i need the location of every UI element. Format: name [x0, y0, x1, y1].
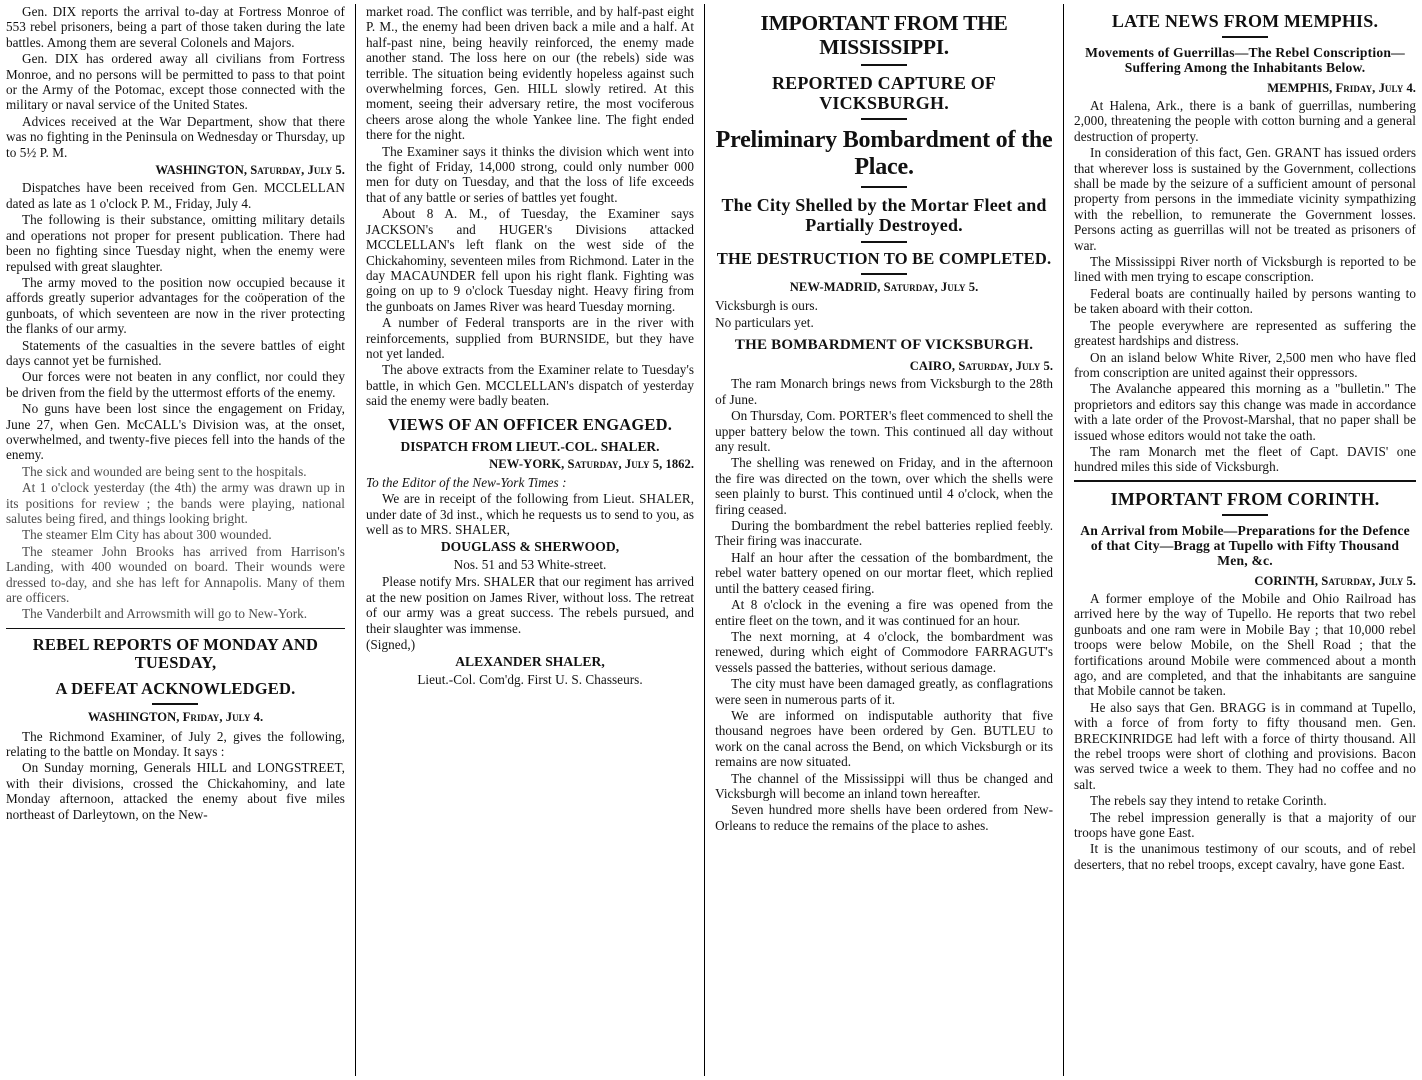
column-1	[6, 4, 355, 1076]
paragraph: Vicksburgh is ours.	[715, 298, 818, 314]
paragraph: The army moved to the position now occupied because it affords greatly superior advantages for the coöperation of the gunboats, of which seventeen are now in the river protecting the flanks of our army.	[6, 274, 345, 337]
dateline: MEMPHIS, Friday, July 4.	[1267, 80, 1416, 95]
paragraph: The ram Monarch brings news from Vicksburgh to the 28th of June.	[715, 376, 1054, 407]
section-subheadline: DISPATCH FROM LIEUT.-COL. SHALER.	[400, 439, 660, 455]
paragraph: The Avalanche appeared this morning as a "bulletin." The proprietors and editors say this change was made in accordance with a late order of the Provost-Marshal, that no paper shall be issued whose editors would not take the oath.	[1074, 381, 1416, 443]
paragraph: Half an hour after the cessation of the bombardment, the rebel water battery opened on our mortar fleet, which replied until the battery ceased firing.	[715, 549, 1054, 596]
paragraph: On an island below White River, 2,500 men who have fled from conscription are united against their oppressors.	[1074, 349, 1416, 380]
divider-short	[861, 118, 907, 120]
paragraph: At 1 o'clock yesterday (the 4th) the army was drawn up in its positions for review ; the bands were playing, national salutes being fired, and things looking bright.	[6, 480, 345, 526]
dateline: CORINTH, Saturday, July 5.	[1254, 573, 1416, 588]
divider-short	[861, 64, 907, 66]
headline-5: THE DESTRUCTION TO BE COMPLETED.	[716, 248, 1052, 268]
headline-3: Preliminary Bombardment of the Place.	[715, 127, 1053, 181]
headline-2: REPORTED CAPTURE OF VICKSBURGH.	[771, 73, 997, 114]
paragraph: In consideration of this fact, Gen. GRANT has issued orders that wherever loss is sustained by the Government, collections shall be made by the seizure of a sufficient amount of personal property from persons in the immediate vicinity sympathizing with the rebellion, to remunerate the Government losses. Persons acting as guerrillas will not be treated as prisoners of war.	[1074, 145, 1416, 253]
paragraph: The Richmond Examiner, of July 2, gives the following, relating to the battle on Monday. It says :	[6, 728, 345, 760]
headline-2: IMPORTANT FROM CORINTH.	[1110, 488, 1380, 509]
divider	[6, 628, 345, 629]
paragraph: Dispatches have been received from Gen. MCCLELLAN dated as late as 1 o'clock P. M., Friday, July 4.	[6, 180, 345, 211]
paragraph: The rebel impression generally is that a majority of our troops have gone East.	[1074, 809, 1416, 841]
divider-short	[861, 241, 907, 243]
paragraph: The ram Monarch met the fleet of Capt. DAVIS' one hundred miles this side of Vicksburgh.	[1074, 443, 1416, 475]
headline-4: The City Shelled by the Mortar Fleet and Partially Destroyed.	[721, 195, 1047, 236]
paragraph: A former employe of the Mobile and Ohio Railroad has arrived here by the way of Tupello. He reports that two rebel gunboats and one ram were in Mobile Bay ; that 10,000 rebel troops were below Mobile, on the Shell Road ; that the fortifications around Mobile were commenced about a month ago, and are completed, and that the inhabitants are sanguine that Mobile cannot be taken.	[1074, 590, 1416, 699]
column-2	[355, 4, 704, 1076]
paragraph: The steamer Elm City has about 300 wounded.	[22, 527, 272, 543]
paragraph: Advices received at the War Department, show that there was no fighting in the Peninsula on Wednesday or Thursday, up to 5½ P. M.	[6, 113, 345, 160]
paragraph: Our forces were not beaten in any conflict, nor could they be driven from the field by the uttermost efforts of the enemy.	[6, 369, 345, 400]
paragraph: We are informed on indisputable authority that five thousand negroes have been ordered by Gen. BUTLEU to work on the canal across the Bend, on which Vicksburgh or its remains are now situated.	[715, 707, 1054, 770]
paragraph: The people everywhere are represented as suffering the greatest hardships and distress.	[1074, 317, 1416, 349]
section-subheadline: A DEFEAT ACKNOWLEDGED.	[55, 678, 296, 698]
paragraph: The Vanderbilt and Arrowsmith will go to New-York.	[22, 606, 308, 622]
divider	[1074, 480, 1416, 482]
paragraph: Gen. DIX reports the arrival to-day at Fortress Monroe of 553 rebel prisoners, being a part of those taken during the late battles. Among them are several Colonels and Majors.	[6, 4, 345, 50]
paragraph: He also says that Gen. BRAGG is in command at Tupello, with a force of from forty to fifty thousand men. Gen. BRECKINRIDGE had left with a force of thirty thousand. All the rebel troops were short of clothing and provisions. Bacon was served twice a week to them. They had no coffee and no salt.	[1074, 699, 1416, 792]
paragraph: The shelling was renewed on Friday, and in the afternoon the fire was directed on the town, over which the shells were seen plainly to burst. This continued until 4 o'clock, when the firing ceased.	[715, 455, 1054, 517]
main-headline: IMPORTANT FROM THE MISSISSIPPI.	[760, 11, 1008, 60]
dateline: CAIRO, Saturday, July 5.	[909, 359, 1054, 374]
signature-title: Lieut.-Col. Com'dg. First U. S. Chasseurs.	[417, 671, 643, 687]
main-headline: LATE NEWS FROM MEMPHIS.	[1111, 11, 1379, 31]
paragraph: Gen. DIX has ordered away all civilians from Fortress Monroe, and no persons will be permitted to pass to that point or the Army of the Potomac, except those connected with the military or naval service of the United States.	[6, 51, 345, 113]
paragraph: The next morning, at 4 o'clock, the bombardment was renewed, during which eight of Commodore FARRAGUT's vessels passed the batteries, without serious damage.	[715, 628, 1054, 675]
signature-firm: DOUGLASS & SHERWOOD,	[440, 539, 620, 555]
paragraph: A number of Federal transports are in the river with reinforcements, supplied from BURNSIDE, but they have not yet landed.	[365, 315, 695, 361]
signature-name: ALEXANDER SHALER,	[455, 654, 605, 670]
column-3	[704, 4, 1063, 1076]
paragraph: At 8 o'clock in the evening a fire was opened from the entire fleet on the town, and it was continued for an hour.	[715, 597, 1054, 628]
dateline: NEW-YORK, Saturday, July 5, 1862.	[489, 457, 695, 472]
section-subheadline: An Arrival from Mobile—Preparations for the Defence of that City—Bragg at Tupello with Fifty Thousand Men, &c.	[1080, 522, 1410, 569]
divider-short	[861, 273, 907, 275]
divider-short	[152, 703, 198, 705]
paragraph: The steamer John Brooks has arrived from Harrison's Landing, with 400 wounded on board. Their wounds were dressed to-day, and she has left for Annapolis. Many of them are officers.	[6, 543, 345, 606]
paragraph: The Examiner says it thinks the division which went into the fight of Friday, 14,000 strong, could only number 000 men for duty on Tuesday, and that the loss of life exceeds that of any battle or series of battles yet fought.	[365, 143, 695, 205]
paragraph: The channel of the Mississippi will thus be changed and Vicksburgh will become an inland town hereafter.	[715, 770, 1054, 801]
column-4	[1063, 4, 1416, 1076]
dateline: WASHINGTON, Friday, July 4.	[87, 710, 264, 725]
paragraph: It is the unanimous testimony of our scouts, and of rebel deserters, that no rebel troops, except cavalry, have gone East.	[1074, 841, 1416, 872]
paragraph: The following is their substance, omitting military details and operations not proper for present publication. There had been no fighting since Tuesday night, when the enemy were repulsed with great slaughter.	[6, 212, 345, 274]
paragraph: On Sunday morning, Generals HILL and LONGSTREET, with their divisions, crossed the Chickahominy, and late Monday afternoon, attacked the enemy about five miles northeast of Darleytown, on the New-	[6, 760, 345, 822]
letter-addressee: To the Editor of the New-York Times :	[365, 474, 567, 490]
dateline: WASHINGTON, Saturday, July 5.	[155, 163, 345, 178]
section-headline: VIEWS OF AN OFFICER ENGAGED.	[387, 414, 673, 434]
paragraph: About 8 A. M., of Tuesday, the Examiner says JACKSON's and HUGER's Divisions attacked MCCLELLAN's left flank on the west side of the Chickahominy, seventeen miles from Richmond. Later in the day MACAUNDER fell upon his right flank. Fighting was going on up to 9 o'clock Tuesday night. Heavy firing from the gunboats on James River was heard Tuesday morning.	[365, 206, 695, 314]
paragraph: No guns have been lost since the engagement on Friday, June 27, when Gen. McCALL's Division was, at the onset, overwhelmed, and twenty-five pieces fell into the hands of the enemy.	[6, 401, 345, 463]
paragraph: Please notify Mrs. SHALER that our regiment has arrived at the new position on James River, without loss. The retreat of our army was a great success. The rebels pursued, and their slaughter was immense.	[365, 574, 695, 636]
signature-address: Nos. 51 and 53 White-street.	[453, 556, 607, 572]
paragraph: The Mississippi River north of Vicksburgh is reported to be lined with men trying to escape conscription.	[1074, 254, 1416, 285]
dateline: NEW-MADRID, Saturday, July 5.	[789, 280, 979, 294]
paragraph: The above extracts from the Examiner relate to Tuesday's battle, in which Gen. MCCLELLAN's dispatch of yesterday said the enemy were badly beaten.	[365, 362, 695, 409]
paragraph: Seven hundred more shells have been ordered from New-Orleans to reduce the remains of the place to ashes.	[715, 802, 1054, 833]
paragraph: The city must have been damaged greatly, as conflagrations were seen in numerous parts of it.	[715, 676, 1054, 707]
paragraph: Statements of the casualties in the severe battles of eight days cannot yet be furnished.	[6, 337, 345, 368]
section-headline: REBEL REPORTS OF MONDAY AND TUESDAY,	[32, 634, 319, 673]
headline-6: THE BOMBARDMENT OF VICKSBURGH.	[734, 337, 1034, 354]
section-subheadline: Movements of Guerrillas—The Rebel Conscription—Suffering Among the Inhabitants Below.	[1085, 45, 1405, 76]
divider-short	[1222, 36, 1268, 38]
paragraph: The rebels say they intend to retake Corinth.	[1090, 793, 1327, 809]
paragraph: The sick and wounded are being sent to the hospitals.	[22, 463, 307, 479]
paragraph: Federal boats are continually hailed by persons wanting to be taken aboard with their cotton.	[1074, 285, 1416, 317]
paragraph: At Halena, Ark., there is a bank of guerrillas, numbering 2,000, threatening the people with cotton burning and a general destruction of property.	[1074, 98, 1416, 144]
paragraph: During the bombardment the rebel batteries replied feebly. Their firing was inaccurate.	[715, 518, 1054, 549]
paragraph: No particulars yet.	[715, 314, 814, 330]
signed-label: (Signed,)	[365, 636, 416, 652]
divider-short	[861, 186, 907, 188]
paragraph: On Thursday, Com. PORTER's fleet commenced to shell the upper battery below the town. This continued all day without any result.	[715, 408, 1054, 455]
paragraph: market road. The conflict was terrible, and by half-past eight P. M., the enemy had been driven back a mile and a half. At half-past nine, being heavily reinforced, the enemy made another stand. The loss here on our (the rebels) side was terrible. The situation being evidently hopeless against such overwhelming forces, Gen. HILL slowly retired. At this moment, seeing their adversary retire, the most vociferous cheers arose along the whole Yankee line. The fight ended there for the night.	[365, 4, 695, 143]
divider-short	[1222, 514, 1268, 516]
paragraph: We are in receipt of the following from Lieut. SHALER, under date of 3d inst., which he requests us to send to you, as well as to MRS. SHALER,	[365, 491, 695, 538]
